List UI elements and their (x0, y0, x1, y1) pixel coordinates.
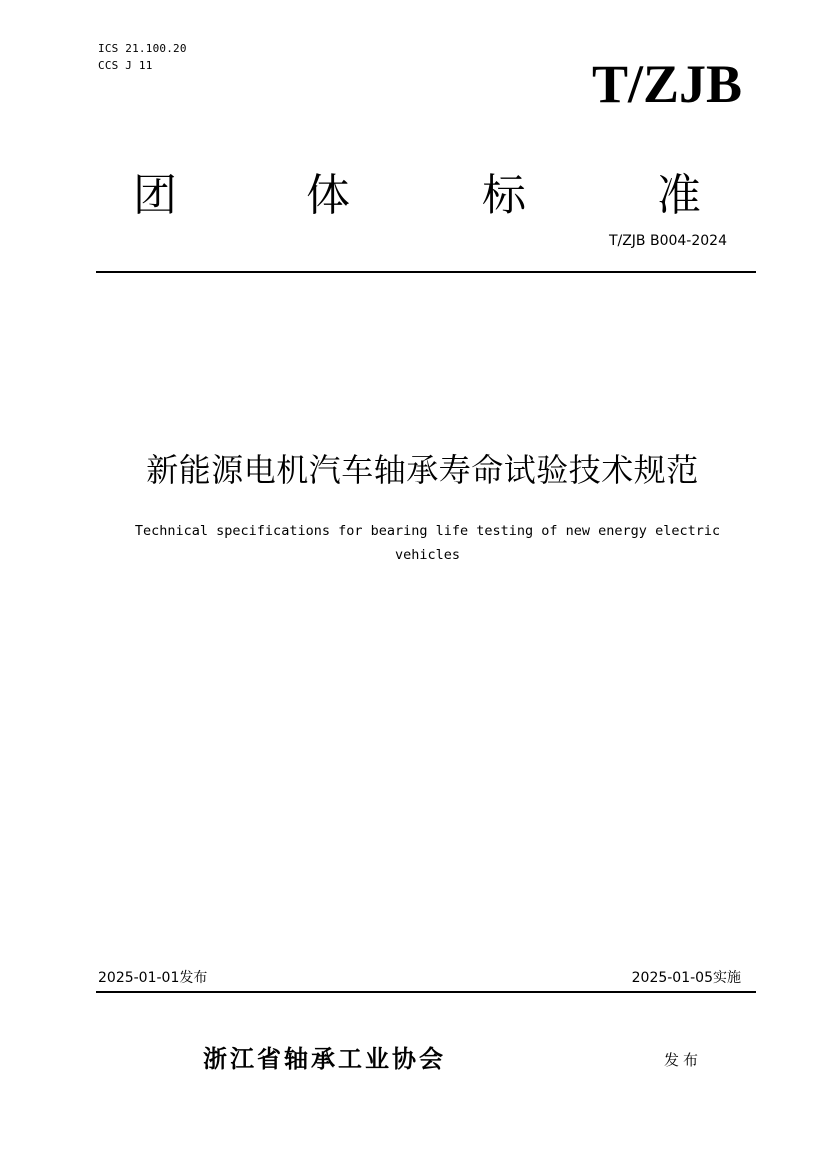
top-divider (96, 271, 756, 273)
standard-type-char-1: 团 (133, 170, 177, 221)
publisher-name: 浙江省轴承工业协会 (203, 1045, 446, 1073)
standard-type-char-2: 体 (306, 170, 350, 221)
standard-type-char-4: 准 (657, 170, 701, 221)
implementation-date: 2025-01-05实施 (631, 970, 741, 986)
document-title-chinese: 新能源电机汽车轴承寿命试验技术规范 (146, 451, 699, 489)
issue-date: 2025-01-01发布 (98, 970, 208, 986)
document-title-english: Technical specifications for bearing life testing of new energy electric vehicles (134, 523, 721, 563)
publish-label: 发布 (664, 1051, 703, 1069)
ics-code: ICS 21.100.20 (98, 42, 187, 55)
ccs-code: CCS J 11 (98, 59, 153, 72)
organization-code: T/ZJB (591, 54, 742, 114)
standard-number: T/ZJB B004-2024 (608, 233, 727, 249)
bottom-divider (96, 991, 756, 993)
standard-type-char-3: 标 (482, 170, 526, 221)
